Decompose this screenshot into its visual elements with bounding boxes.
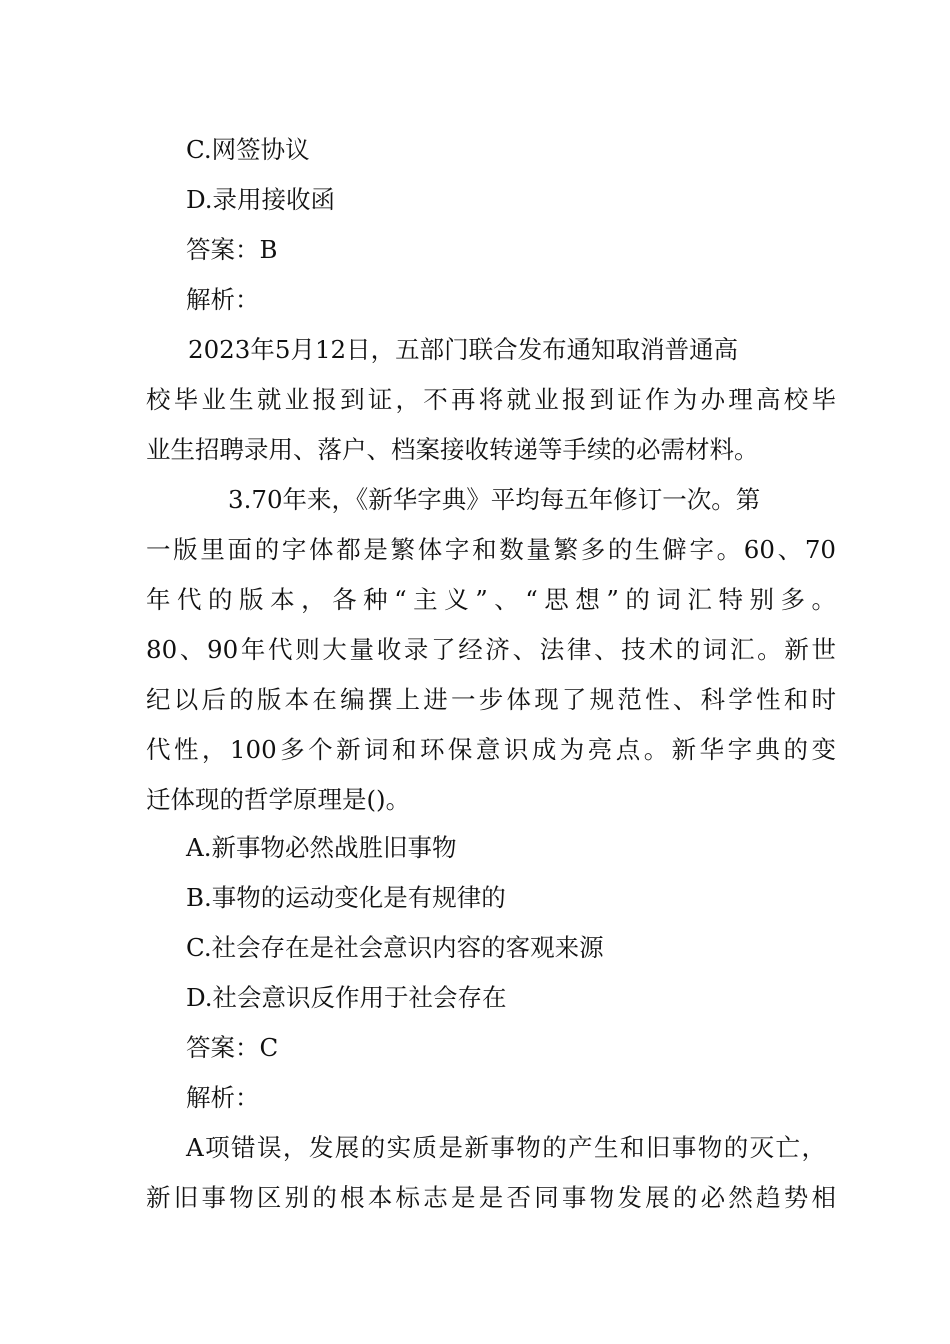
analysis-line: A项错误，发展的实质是新事物的产生和旧事物的灭亡， [186, 1133, 826, 1162]
analysis-label: 解析： [186, 1083, 260, 1112]
option-c: C.网签协议 [186, 135, 310, 164]
option-d: D.录用接收函 [186, 185, 336, 214]
analysis-line: 新旧事物区别的根本标志是是否同事物发展的必然趋势相 [146, 1183, 836, 1212]
question-stem-line: 纪以后的版本在编撰上进一步体现了规范性、科学性和时 [146, 685, 836, 714]
answer-line: 答案：B [186, 235, 278, 264]
question-stem-line: 80、90年代则大量收录了经济、法律、技术的词汇。新世 [146, 635, 836, 664]
option-b: B.事物的运动变化是有规律的 [186, 883, 506, 912]
question-stem-line: 一版里面的字体都是繁体字和数量繁多的生僻字。60、70 [146, 535, 836, 564]
analysis-line: 业生招聘录用、落户、档案接收转递等手续的必需材料。 [146, 435, 759, 464]
analysis-line: 2023年5月12日，五部门联合发布通知取消普通高 [188, 335, 739, 364]
option-d: D.社会意识反作用于社会存在 [186, 983, 507, 1012]
question-stem-line: 代性，100多个新词和环保意识成为亮点。新华字典的变 [146, 735, 836, 764]
analysis-label: 解析： [186, 285, 260, 314]
question-stem-line: 3.70年来，《新华字典》平均每五年修订一次。第 [228, 485, 761, 514]
option-c: C.社会存在是社会意识内容的客观来源 [186, 933, 604, 962]
question-stem-line: 年代的版本，各种“主义”、“思想”的词汇特别多。 [146, 585, 836, 614]
option-a: A.新事物必然战胜旧事物 [186, 833, 457, 862]
analysis-line: 校毕业生就业报到证，不再将就业报到证作为办理高校毕 [146, 385, 836, 414]
question-stem-line: 迁体现的哲学原理是()。 [146, 785, 411, 814]
answer-line: 答案：C [186, 1033, 279, 1062]
